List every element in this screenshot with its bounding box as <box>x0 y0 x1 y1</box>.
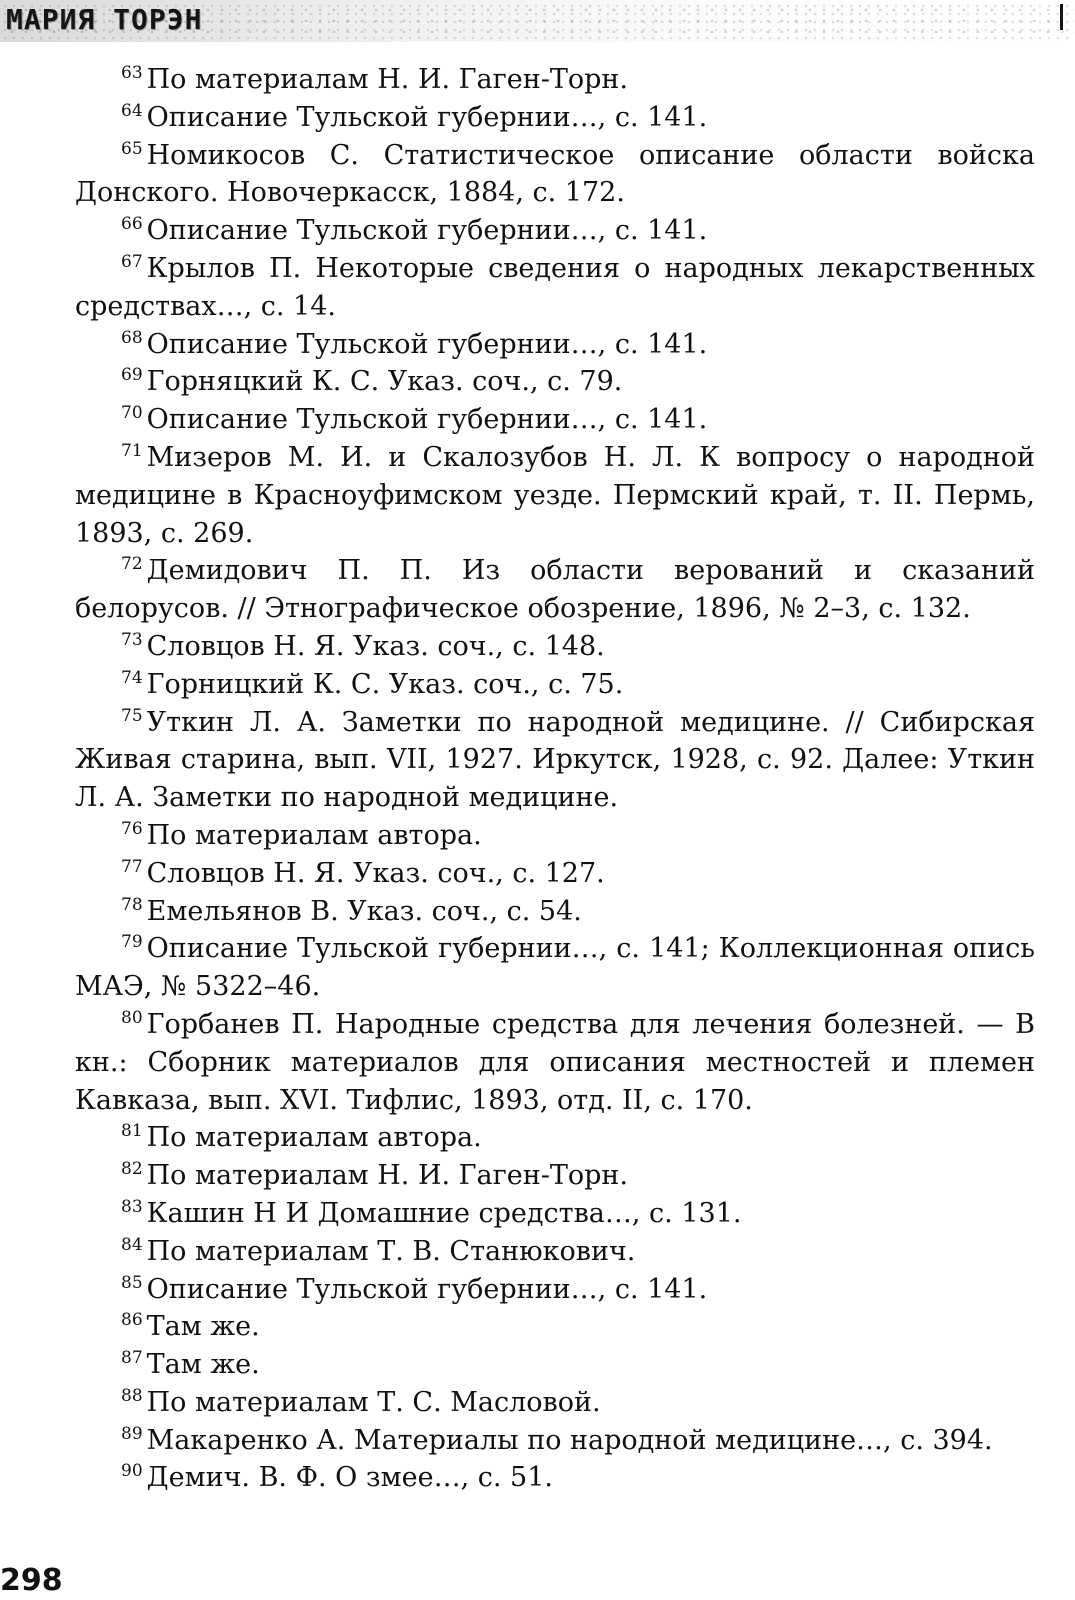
footnote-text: Там же. <box>146 1311 260 1343</box>
footnote-text: Словцов Н. Я. Указ. соч., с. 127. <box>146 857 605 889</box>
footnote-number: 75 <box>121 705 143 726</box>
footnote-text: Описание Тульской губернии…, с. 141; Коллекционная опись МАЭ, № 5322–46. <box>75 933 1035 1003</box>
footnote <box>75 1384 1035 1422</box>
footnote-text: По материалам Н. И. Гаген-Торн. <box>146 1160 629 1192</box>
footnote-number: 89 <box>121 1423 143 1444</box>
footnote <box>75 1233 1035 1271</box>
footnote-text: Демич. В. Ф. О змее…, с. 51. <box>146 1462 553 1494</box>
footnote-text: Там же. <box>146 1349 260 1381</box>
footnote <box>75 1271 1035 1309</box>
footnote <box>75 99 1035 137</box>
footnote-text: Описание Тульской губернии…, с. 141. <box>146 215 708 247</box>
footnote-text: Уткин Л. А. Заметки по народной медицине. // Сибирская Живая старина, вып. VII, 1927. Иркутск, 1928, с. 92. Далее: Уткин Л. А. Заметки по народной медицине. <box>75 706 1035 814</box>
footnote-text: Описание Тульской губернии…, с. 141. <box>146 404 708 436</box>
footnote-number: 63 <box>121 63 143 83</box>
footnote-text: По материалам Н. И. Гаген-Торн. <box>146 64 629 95</box>
running-header <box>0 0 1075 42</box>
footnote <box>75 704 1035 817</box>
page-number: 298 <box>0 1563 63 1598</box>
footnote-number: 65 <box>121 138 143 159</box>
footnote <box>75 1157 1035 1195</box>
footnote-text: Описание Тульской губернии…, с. 141. <box>146 1273 708 1305</box>
footnote <box>75 250 1035 326</box>
footnote-text: Демидович П. П. Из области верований и сказаний белорусов. // Этнографическое обозрение, 1896, № 2–3, с. 132. <box>75 555 1035 625</box>
footnote-text: Горницкий К. С. Указ. соч., с. 75. <box>146 668 624 700</box>
footnote <box>75 666 1035 704</box>
footnote-text: Номикосов С. Статистическое описание области войска Донского. Новочеркасск, 1884, с. 172. <box>75 139 1035 209</box>
footnote-text: Горняцкий К. С. Указ. соч., с. 79. <box>146 366 623 398</box>
footnote <box>75 137 1035 213</box>
footnote-number: 67 <box>121 251 143 272</box>
footnote-number: 80 <box>121 1007 143 1028</box>
footnote-number: 69 <box>121 365 143 386</box>
footnote-text: Кашин Н И Домашние средства…, с. 131. <box>146 1197 742 1229</box>
footnote-text: По материалам Т. С. Масловой. <box>146 1386 601 1418</box>
footnote-number: 87 <box>121 1348 143 1369</box>
footnote-number: 72 <box>121 554 143 575</box>
footnote-number: 81 <box>121 1121 143 1142</box>
footnote-number: 71 <box>121 440 143 461</box>
footnote-number: 85 <box>121 1272 143 1293</box>
footnote-number: 86 <box>121 1310 143 1331</box>
footnote-text: Крылов П. Некоторые сведения о народных лекарственных средствах…, с. 14. <box>75 252 1035 322</box>
footnote <box>75 61 1035 99</box>
footnote <box>75 1422 1035 1460</box>
footnote-number: 84 <box>121 1234 143 1255</box>
footnote-text: Мизеров М. И. и Скалозубов Н. Л. К вопросу о народной медицине в Красноуфимском уезде. Пермский край, т. II. Пермь, 1893, с. 269. <box>75 441 1035 549</box>
footnote-number: 66 <box>121 214 143 235</box>
footnote <box>75 401 1035 439</box>
footnotes-list <box>75 61 1035 1497</box>
footnote <box>75 855 1035 893</box>
footnote-text: По материалам автора. <box>146 819 482 851</box>
footnote <box>75 1346 1035 1384</box>
footnote-number: 68 <box>121 327 143 348</box>
footnote-number: 79 <box>121 932 143 953</box>
footnote-number: 73 <box>121 629 143 650</box>
author-name: МАРИЯ ТОРЭН <box>6 3 203 36</box>
footnote-number: 76 <box>121 818 143 839</box>
footnote-text: Словцов Н. Я. Указ. соч., с. 148. <box>146 630 605 662</box>
footnote-text: Макаренко А. Материалы по народной медицине…, с. 394. <box>146 1424 993 1456</box>
footnote <box>75 439 1035 552</box>
footnote-number: 77 <box>121 856 143 877</box>
footnote-number: 82 <box>121 1159 143 1180</box>
footnote <box>75 893 1035 931</box>
footnote-text: По материалам Т. В. Станюкович. <box>146 1235 636 1267</box>
footnote-text: Горбанев П. Народные средства для лечения болезней. — В кн.: Сборник материалов для описания местностей и племен Кавказа, вып. XVI. Тифлис, 1893, отд. II, с. 170. <box>75 1008 1035 1116</box>
footnote <box>75 212 1035 250</box>
footnote <box>75 1459 1035 1497</box>
footnote <box>75 326 1035 364</box>
footnote <box>75 363 1035 401</box>
footnote-number: 90 <box>121 1461 143 1482</box>
footnote-text: Описание Тульской губернии…, с. 141. <box>146 328 708 360</box>
footnote <box>75 817 1035 855</box>
footnote-number: 70 <box>121 403 143 424</box>
footnote-number: 74 <box>121 667 143 688</box>
footnote <box>75 552 1035 628</box>
footnote <box>75 930 1035 1006</box>
footnote <box>75 1308 1035 1346</box>
footnote <box>75 628 1035 666</box>
footnote-text: Емельянов В. Указ. соч., с. 54. <box>146 895 582 927</box>
footnote-text: По материалам автора. <box>146 1122 482 1154</box>
header-edge-mark <box>1060 4 1063 30</box>
footnote-number: 83 <box>121 1196 143 1217</box>
footnote-number: 64 <box>121 100 143 121</box>
footnote <box>75 1195 1035 1233</box>
footnote <box>75 1119 1035 1157</box>
footnote-number: 88 <box>121 1385 143 1406</box>
footnote <box>75 1006 1035 1119</box>
footnote-number: 78 <box>121 894 143 915</box>
footnote-text: Описание Тульской губернии…, с. 141. <box>146 101 708 133</box>
